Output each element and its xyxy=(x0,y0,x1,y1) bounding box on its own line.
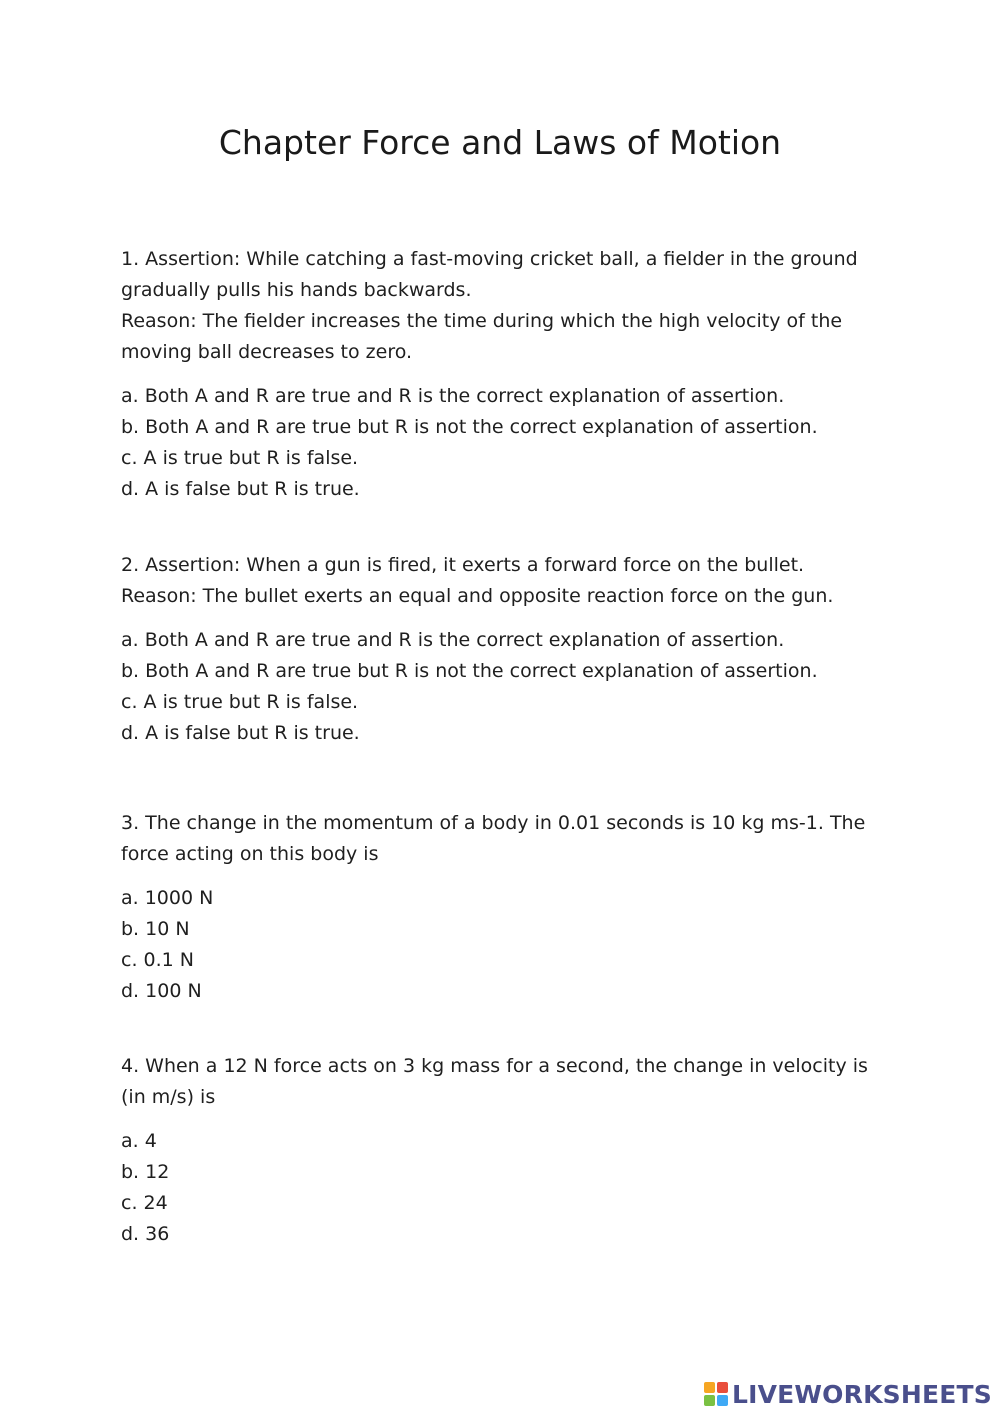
question-text-line: force acting on this body is xyxy=(121,843,379,865)
answer-option-d[interactable]: d. A is false but R is true. xyxy=(121,722,360,744)
question-3 xyxy=(121,808,881,1007)
answer-option-b[interactable]: b. Both A and R are true but R is not the correct explanation of assertion. xyxy=(121,660,818,682)
answer-option-a[interactable]: a. Both A and R are true and R is the correct explanation of assertion. xyxy=(121,629,785,651)
answer-options xyxy=(121,625,881,749)
answer-option-c[interactable]: c. 24 xyxy=(121,1192,168,1214)
question-text-line: 1. Assertion: While catching a fast-moving cricket ball, a fielder in the ground xyxy=(121,248,858,270)
page-title: Chapter Force and Laws of Motion xyxy=(218,123,782,162)
question-4 xyxy=(121,1051,881,1250)
liveworksheets-brand[interactable] xyxy=(704,1376,992,1412)
answer-option-c[interactable]: c. 0.1 N xyxy=(121,949,194,971)
answer-option-b[interactable]: b. Both A and R are true but R is not the correct explanation of assertion. xyxy=(121,416,818,438)
question-text-line: 4. When a 12 N force acts on 3 kg mass for a second, the change in velocity is xyxy=(121,1055,868,1077)
answer-option-c[interactable]: c. A is true but R is false. xyxy=(121,447,359,469)
liveworksheets-logo-icon xyxy=(704,1382,728,1406)
question-text-line: Reason: The bullet exerts an equal and opposite reaction force on the gun. xyxy=(121,585,834,607)
question-text-line: gradually pulls his hands backwards. xyxy=(121,279,472,301)
question-1 xyxy=(121,244,881,505)
question-text-line: (in m/s) is xyxy=(121,1086,216,1108)
question-text-line: 2. Assertion: When a gun is fired, it exerts a forward force on the bullet. xyxy=(121,554,805,576)
question-text-line: Reason: The fielder increases the time during which the high velocity of the xyxy=(121,310,843,332)
answer-option-d[interactable]: d. 36 xyxy=(121,1223,170,1245)
answer-option-b[interactable]: b. 12 xyxy=(121,1161,170,1183)
question-text-line: moving ball decreases to zero. xyxy=(121,341,413,363)
answer-option-d[interactable]: d. 100 N xyxy=(121,980,202,1002)
answer-option-a[interactable]: a. Both A and R are true and R is the correct explanation of assertion. xyxy=(121,385,785,407)
answer-option-a[interactable]: a. 4 xyxy=(121,1130,157,1152)
answer-option-d[interactable]: d. A is false but R is true. xyxy=(121,478,360,500)
question-text-line: 3. The change in the momentum of a body in 0.01 seconds is 10 kg ms-1. The xyxy=(121,812,866,834)
answer-options xyxy=(121,1126,881,1250)
question-2 xyxy=(121,550,881,749)
brand-name: LIVEWORKSHEETS xyxy=(731,1379,992,1409)
answer-option-a[interactable]: a. 1000 N xyxy=(121,887,214,909)
answer-options xyxy=(121,883,881,1007)
answer-options xyxy=(121,381,881,505)
answer-option-c[interactable]: c. A is true but R is false. xyxy=(121,691,359,713)
answer-option-b[interactable]: b. 10 N xyxy=(121,918,190,940)
